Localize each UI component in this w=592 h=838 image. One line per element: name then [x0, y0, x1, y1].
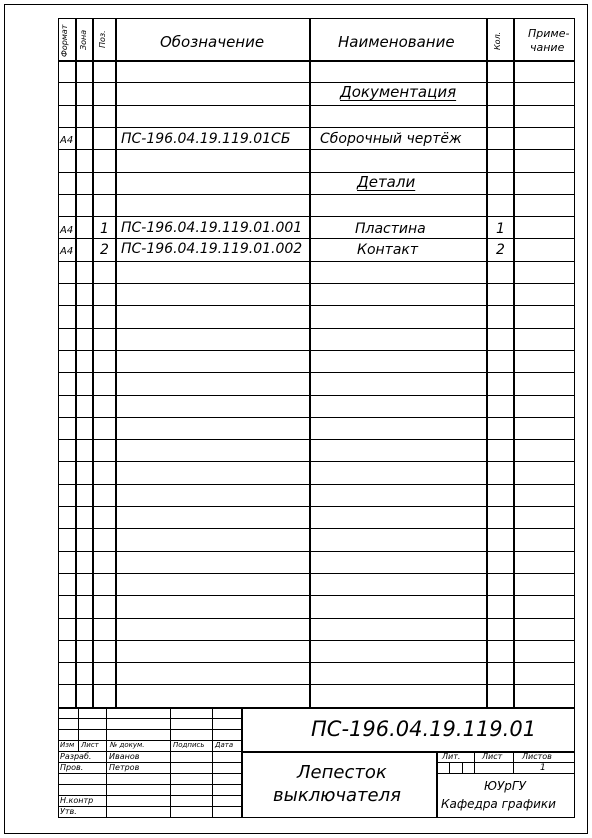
tb-lit-cell1: [449, 762, 450, 773]
header-divider: [58, 60, 575, 62]
tb-org-line1: ЮУрГУ: [484, 779, 526, 793]
col-line-pos: [115, 18, 117, 707]
table-row-line: [58, 640, 575, 641]
col-line-name: [486, 18, 488, 707]
part2-pos: 2: [100, 242, 109, 258]
col-line-qty: [513, 18, 515, 707]
table-row-line: [58, 662, 575, 663]
tb-col-data: [241, 707, 243, 818]
tb-col-sheets: [513, 751, 514, 773]
header-qty: Кол.: [493, 31, 502, 50]
table-row-line: [58, 551, 575, 552]
tb-title-line2: выключателя: [273, 785, 401, 806]
table-row-line: [58, 172, 575, 173]
tb-value-sheets: 1: [540, 763, 546, 773]
tb-label-podpis: Подпись: [173, 741, 205, 749]
tb-label-nkontr: Н.контр: [60, 796, 94, 805]
header-zone: Зона: [79, 29, 88, 50]
tb-row7: [58, 784, 241, 785]
table-row-line: [58, 105, 575, 106]
part1-designation: ПС-196.04.19.119.01.001: [121, 220, 303, 236]
tb-label-izm: Изм: [60, 741, 75, 749]
header-pos: Поз.: [98, 30, 107, 48]
tb-org-line2: Кафедра графики: [441, 797, 556, 811]
table-row-line: [58, 216, 575, 217]
tb-label-data: Дата: [215, 741, 234, 749]
header-name: Наименование: [338, 33, 455, 51]
title-block-top: [58, 707, 575, 709]
header-note-line2: чание: [530, 41, 565, 54]
header-designation: Обозначение: [160, 33, 265, 51]
table-row-line: [58, 328, 575, 329]
tb-row9: [58, 806, 241, 807]
table-row-line: [58, 261, 575, 262]
part1-pos: 1: [100, 221, 109, 237]
table-row-line: [58, 439, 575, 440]
table-row-line: [58, 506, 575, 507]
tb-label-lit: Лит.: [442, 752, 461, 761]
table-row-line: [58, 372, 575, 373]
header-note-line1: Приме-: [528, 27, 570, 40]
section-parts: Детали: [357, 173, 416, 191]
doc-row-format: А4: [60, 135, 74, 146]
col-line-format: [75, 18, 77, 707]
table-row-line: [58, 127, 575, 128]
tb-label-sheet: Лист: [482, 752, 503, 761]
tb-lit-cell2: [462, 762, 463, 773]
tb-label-utv: Утв.: [60, 807, 77, 816]
section-documentation: Документация: [340, 83, 457, 101]
tb-label-razrab: Разраб.: [60, 752, 92, 761]
tb-row6: [58, 773, 241, 774]
table-row-line: [58, 595, 575, 596]
doc-row-designation: ПС-196.04.19.119.01СБ: [121, 131, 291, 147]
tb-col-sheet: [474, 751, 475, 773]
tb-value-razrab: Иванов: [109, 752, 140, 761]
part1-qty: 1: [496, 221, 505, 237]
table-row-line: [58, 461, 575, 462]
table-row-line: [58, 305, 575, 306]
tb-row5: [58, 762, 241, 763]
table-row-line: [58, 238, 575, 239]
tb-title-line1: Лепесток: [297, 762, 387, 783]
tb-value-prov: Петров: [109, 763, 140, 772]
table-row-line: [58, 573, 575, 574]
table-row-line: [58, 484, 575, 485]
tb-label-prov: Пров.: [60, 763, 84, 772]
part2-name: Контакт: [357, 242, 419, 258]
tb-lit-row: [436, 762, 575, 763]
table-row-line: [58, 283, 575, 284]
tb-row1: [58, 718, 241, 719]
part1-name: Пластина: [355, 221, 426, 237]
tb-label-ndokum: № докум.: [110, 741, 145, 749]
doc-row-name: Сборочный чертёж: [320, 131, 462, 147]
table-row-line: [58, 82, 575, 83]
table-row-line: [58, 395, 575, 396]
col-line-designation: [309, 18, 311, 707]
table-row-line: [58, 417, 575, 418]
table-row-line: [58, 350, 575, 351]
table-row-line: [58, 149, 575, 150]
tb-lit-bottom: [436, 773, 575, 774]
col-line-zone: [92, 18, 94, 707]
table-row-line: [58, 528, 575, 529]
part2-qty: 2: [496, 242, 505, 258]
tb-label-sheets: Листов: [522, 752, 552, 761]
table-row-line: [58, 618, 575, 619]
table-row-line: [58, 684, 575, 685]
table-row-line: [58, 194, 575, 195]
part2-designation: ПС-196.04.19.119.01.002: [121, 241, 303, 257]
tb-doc-number: ПС-196.04.19.119.01: [311, 717, 537, 741]
tb-row2: [58, 729, 241, 730]
part2-format: А4: [60, 246, 74, 257]
part1-format: А4: [60, 225, 74, 236]
tb-label-list: Лист: [81, 741, 99, 749]
header-format: Формат: [60, 24, 69, 57]
